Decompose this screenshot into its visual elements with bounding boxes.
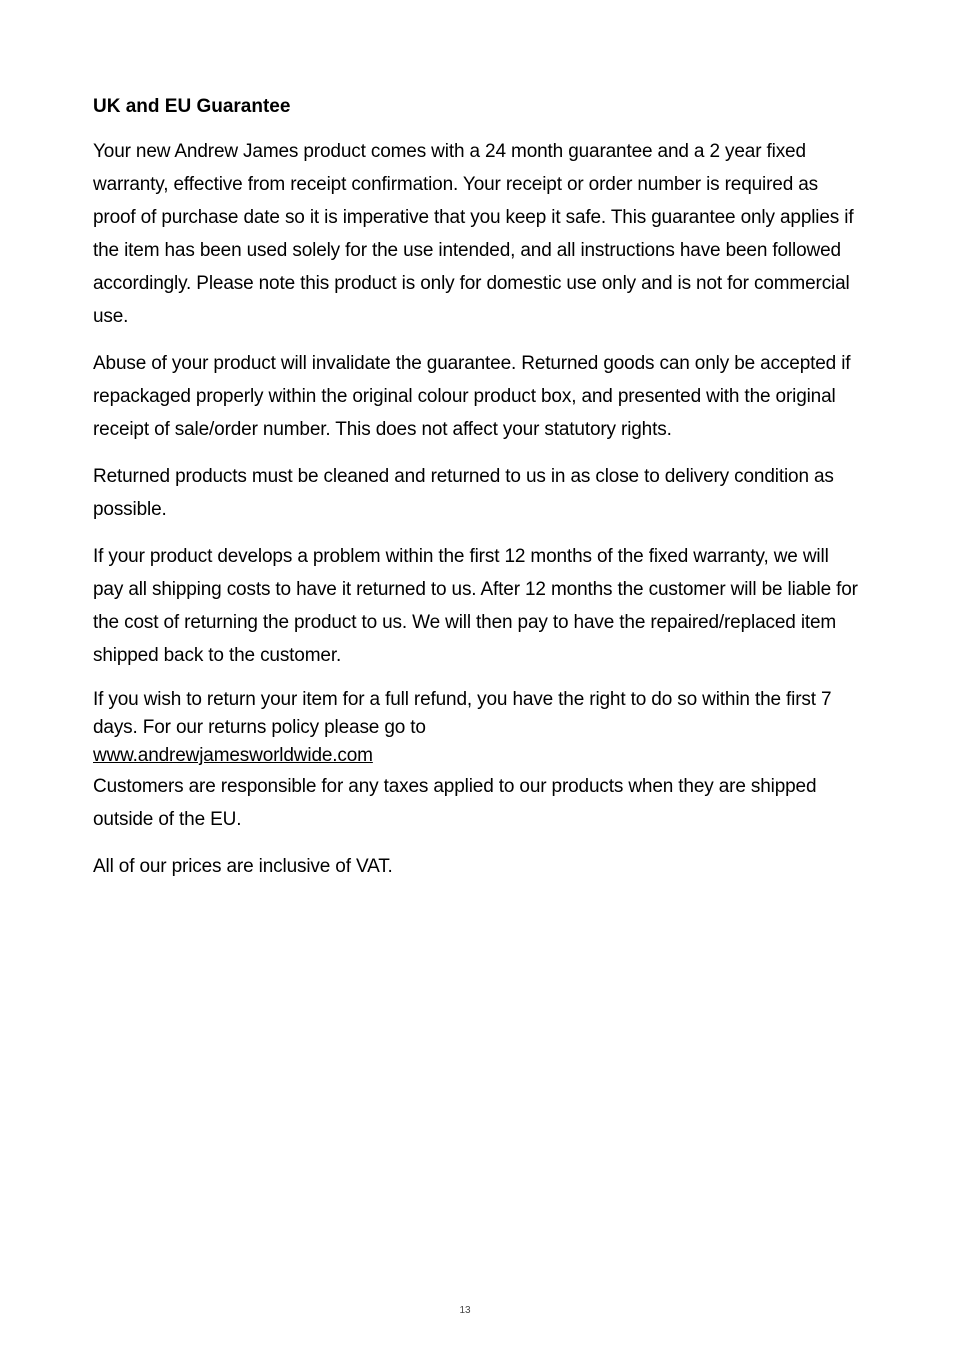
returned-products-paragraph: Returned products must be cleaned and returned to us in as close to delivery condition as possible. (93, 466, 834, 520)
guarantee-section (93, 94, 863, 897)
section-heading: UK and EU Guarantee (93, 96, 291, 117)
website-link[interactable]: www.andrewjamesworldwide.com (93, 745, 373, 766)
vat-paragraph: All of our prices are inclusive of VAT. (93, 856, 393, 877)
shipping-costs-paragraph: If your product develops a problem within the first 12 months of the fixed warranty, we will pay all shipping costs to have it returned to us. After 12 months the customer will be liable for the cost of returning the product to us. We will then pay to have the repaired/replaced item shipped back to the customer. (93, 546, 858, 666)
page-number: 13 (459, 1305, 471, 1316)
refund-intro-text: If you wish to return your item for a full refund, you have the right to do so within the first 7 days. For our returns policy please go to (93, 689, 832, 738)
guarantee-paragraph: Your new Andrew James product comes with a 24 month guarantee and a 2 year fixed warranty, effective from receipt confirmation. Your receipt or order number is required as proof of purchase date so it is imperative that you keep it safe. This guarantee only applies if the item has been used solely for the use intended, and all instructions have been followed accordingly. Please note this product is only for domestic use only and is not for commercial use. (93, 141, 854, 327)
refund-paragraph (93, 686, 863, 770)
abuse-paragraph: Abuse of your product will invalidate the guarantee. Returned goods can only be accepted if repackaged properly within the original colour product box, and presented with the original receipt of sale/order number. This does not affect your statutory rights. (93, 353, 851, 440)
taxes-paragraph: Customers are responsible for any taxes applied to our products when they are shipped outside of the EU. (93, 776, 817, 830)
